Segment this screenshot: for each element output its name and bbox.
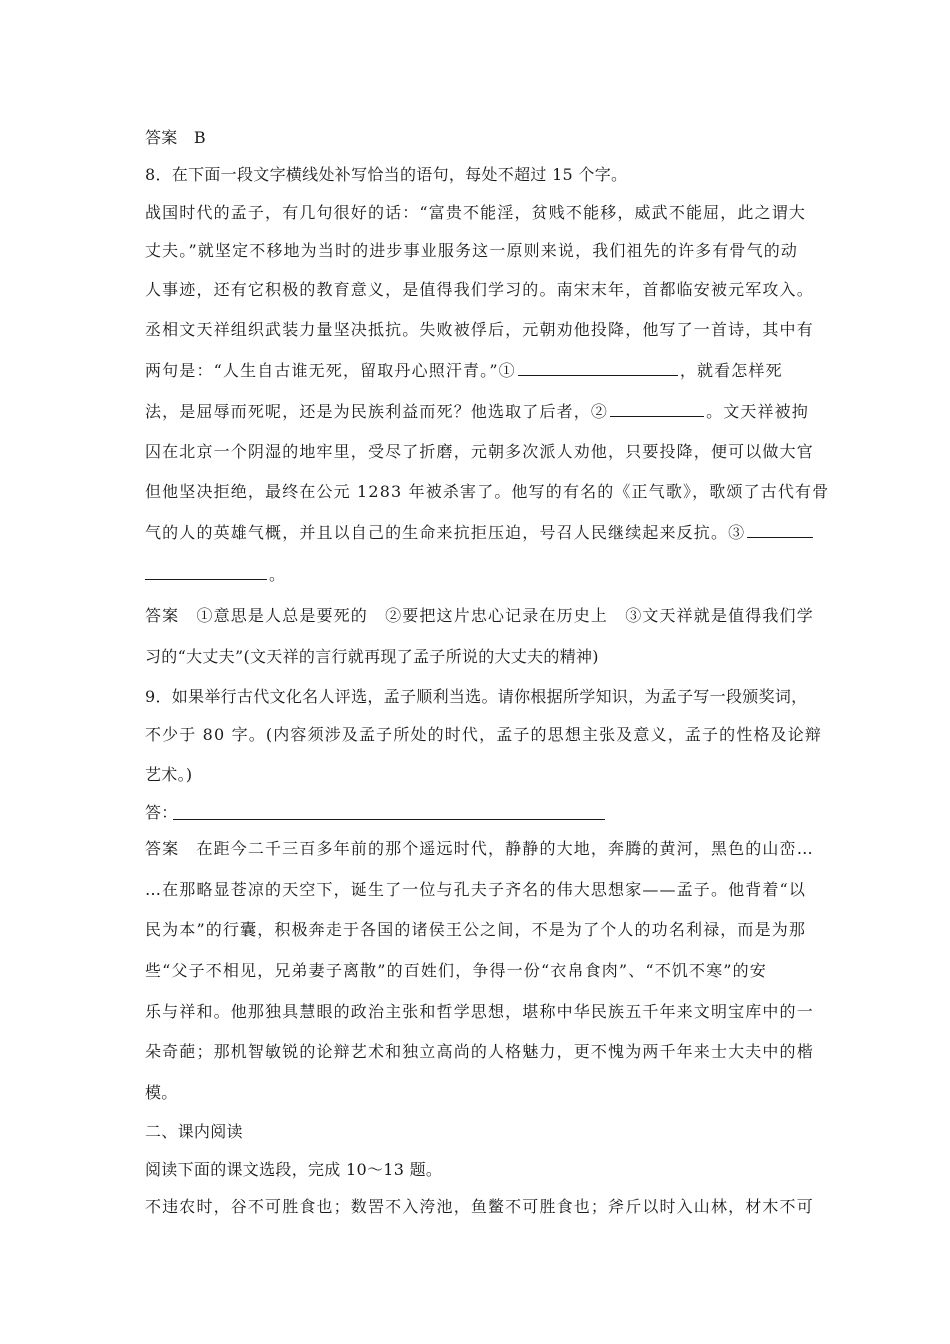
answer-9-line: 答案 在距今二千三百多年前的那个遥远时代，静静的大地，奔腾的黄河，黑色的山峦… xyxy=(145,839,814,858)
question-8-prompt: 8．在下面一段文字横线处补写恰当的语句，每处不超过 15 个字。 xyxy=(145,165,628,184)
answer-9-line: 模。 xyxy=(145,1083,178,1102)
answer-9-line: 朵奇葩；那机智敏锐的论辩艺术和独立高尚的人格魅力，更不愧为两千年来士大夫中的楷 xyxy=(145,1042,814,1061)
question-9-prompt: 不少于 80 字。(内容须涉及孟子所处的时代，孟子的思想主张及意义，孟子的性格及论辩 xyxy=(145,725,823,744)
answer-9-line: 乐与祥和。他那独具慧眼的政治主张和哲学思想，堪称中华民族五千年来文明宝库中的一 xyxy=(145,1002,814,1021)
passage-line: 但他坚决拒绝，最终在公元 1283 年被杀害了。他写的有名的《正气歌》，歌颂了古代有骨 xyxy=(145,482,830,501)
passage-line: 囚在北京一个阴湿的地牢里，受尽了折磨，元朝多次派人劝他，只要投降，便可以做大官 xyxy=(145,442,814,461)
fill-blank-3-cont xyxy=(145,565,267,580)
question-9-prompt: 艺术。) xyxy=(145,765,193,784)
fill-blank-1 xyxy=(518,361,678,376)
passage-line: 人事迹，还有它积极的教育意义，是值得我们学习的。南宋末年，首都临安被元军攻入。 xyxy=(145,280,814,299)
passage-line-blank-1 xyxy=(145,361,783,381)
passage-text: 。 xyxy=(269,565,286,584)
answer-9-line: …在那略显苍凉的天空下，诞生了一位与孔夫子齐名的伟大思想家——孟子。他背着“以 xyxy=(145,880,807,899)
passage-text: 法，是屈辱而死呢，还是为民族利益而死？他选取了后者，② xyxy=(145,402,609,421)
section-heading: 二、课内阅读 xyxy=(145,1122,243,1141)
passage-line-blank-2 xyxy=(145,402,809,422)
answer-write-line xyxy=(173,819,605,820)
answer-label: 答： xyxy=(145,803,178,822)
passage-text: ，就看怎样死 xyxy=(679,361,783,380)
answer-8-line: 答案 ①意思是人总是要死的 ②要把这片忠心记录在历史上 ③文天祥就是值得我们学 xyxy=(145,606,814,625)
passage-text: 气的人的英雄气概，并且以自己的生命来抗拒压迫，号召人民继续起来反抗。③ xyxy=(145,523,746,542)
reading-passage-line: 不违农时，谷不可胜食也；数罟不入洿池，鱼鳖不可胜食也；斧斤以时入山林，材木不可 xyxy=(145,1197,814,1216)
passage-line: 丈夫。”就坚定不移地为当时的进步事业服务这一原则来说，我们祖先的许多有骨气的动 xyxy=(145,241,799,260)
passage-line-blank-3 xyxy=(145,523,815,543)
blank-3-continuation xyxy=(145,565,285,585)
answer-9-line: 民为本”的行囊，积极奔走于各国的诸侯王公之间，不是为了个人的功名利禄，而是为那 xyxy=(145,920,807,939)
answer-7-line: 答案 B xyxy=(145,128,206,147)
answer-8-line: 习的“大丈夫”(文天祥的言行就再现了孟子所说的大丈夫的精神) xyxy=(145,647,599,666)
fill-blank-2 xyxy=(610,402,704,417)
reading-instruction: 阅读下面的课文选段，完成 10～13 题。 xyxy=(145,1160,443,1179)
answer-9-line: 些“父子不相见，兄弟妻子离散”的百姓们，争得一份“衣帛食肉”、“不饥不寒”的安 xyxy=(145,961,767,980)
question-9-prompt: 9．如果举行古代文化名人评选，孟子顺利当选。请你根据所学知识，为孟子写一段颁奖词， xyxy=(145,687,808,706)
passage-text: 。文天祥被拘 xyxy=(706,402,809,421)
passage-line: 战国时代的孟子，有几句很好的话：“富贵不能淫，贫贱不能移，威武不能屈，此之谓大 xyxy=(145,203,807,222)
passage-text: 两句是：“人生自古谁无死，留取丹心照汗青。”① xyxy=(145,361,516,380)
passage-line: 丞相文天祥组织武装力量坚决抵抗。失败被俘后，元朝劝他投降，他写了一首诗，其中有 xyxy=(145,320,814,339)
fill-blank-3 xyxy=(747,523,813,538)
